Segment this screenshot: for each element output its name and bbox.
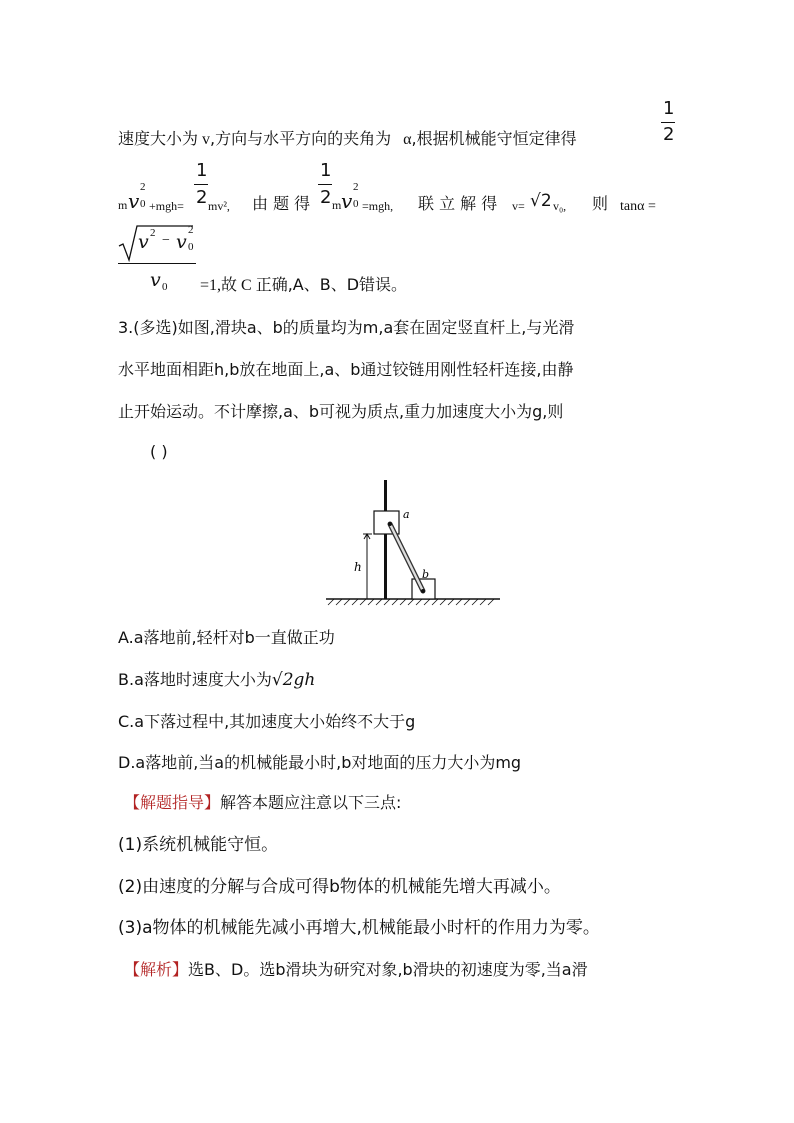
text-ze: 则 [592,194,609,213]
analysis-line: 【解析】选B、D。选b滑块为研究对象,b滑块的初速度为零,当a滑 [124,960,588,979]
hinge-a [388,522,392,526]
option-a: A.a落地前,轻杆对b一直做正功 [118,628,335,647]
plus-mgh: +mgh= [149,199,184,213]
text-youtide: 由 题 得 [252,194,311,213]
half3-denominator: 2 [320,187,332,208]
half2-fraction-bar [194,184,208,185]
v0b-symbol: v [341,189,353,213]
v0b-sup: 2 [353,181,359,193]
tan-fraction-bar [118,263,196,264]
half3-fraction-bar [318,184,332,185]
v0b-sub: 0 [353,198,359,210]
tan-alpha: tanα = [620,199,656,214]
v0-tail: v₀, [553,199,567,213]
sqrt-v0-sub: 0 [188,241,194,253]
analysis-tag: 【解析】 [124,960,189,979]
half-numerator: 1 [663,98,675,119]
sqrt-minus: − [162,233,170,248]
solution-line-1: 速度大小为 v,方向与水平方向的夹角为 α,根据机械能守恒定律得 [118,129,577,148]
v-eq: v= [512,199,525,213]
guide-point-3: (3)a物体的机械能先减小再增大,机械能最小时杆的作用力为零。 [118,918,600,938]
option-b: B.a落地时速度大小为√2gh [118,670,316,690]
half-denominator: 2 [663,124,675,145]
sqrt-v: v [138,231,149,253]
mv2: mv², [208,199,230,213]
sqrt-v0: v [176,231,187,253]
text-lianli: 联 立 解 得 [418,194,498,213]
label-b: b [422,568,430,581]
physics-figure [324,476,504,606]
height-marker [363,534,372,599]
guide-tag: 【解题指导】 [124,793,221,812]
question-line-1: 3.(多选)如图,滑块a、b的质量均为m,a套在固定竖直杆上,与光滑 [118,318,575,337]
guide-heading: 【解题指导】解答本题应注意以下三点: [124,793,402,812]
v0-sub: 0 [140,198,146,210]
guide-point-2: (2)由速度的分解与合成可得b物体的机械能先增大再减小。 [118,877,561,897]
option-c: C.a下落过程中,其加速度大小始终不大于g [118,712,416,731]
vertical-rod [384,480,387,599]
den-v: v [150,269,161,291]
den-v-sub: 0 [162,281,168,293]
label-a: a [403,508,410,521]
label-h: h [354,560,362,574]
ground [326,599,500,605]
half2-numerator: 1 [196,160,208,181]
m-symbol: m [118,198,128,212]
question-line-3: 止开始运动。不计摩擦,a、b可视为质点,重力加速度大小为g,则 [118,402,564,421]
v0-symbol: v [128,189,140,213]
half2-denominator: 2 [196,187,208,208]
sqrt-2gh: √2gh [271,670,316,690]
sqrt-v0-sup: 2 [188,224,194,236]
v0-sup: 2 [140,181,146,193]
option-d: D.a落地前,当a的机械能最小时,b对地面的压力大小为mg [118,753,522,772]
half-fraction-bar [661,122,675,123]
answer-bracket: ( ) [150,442,168,461]
guide-point-1: (1)系统机械能守恒。 [118,835,279,855]
half3-numerator: 1 [320,160,332,181]
question-line-2: 水平地面相距h,b放在地面上,a、b通过铰链用刚性轻杆连接,由静 [118,360,574,379]
m2-symbol: m [332,198,342,212]
sqrt-v-sup: 2 [150,227,156,239]
hinge-b [421,589,425,593]
sqrt2: √2 [530,191,552,211]
eq-mgh: =mgh, [362,199,394,213]
solution-line-3: =1,故 C 正确,A、B、D错误。 [200,275,408,294]
